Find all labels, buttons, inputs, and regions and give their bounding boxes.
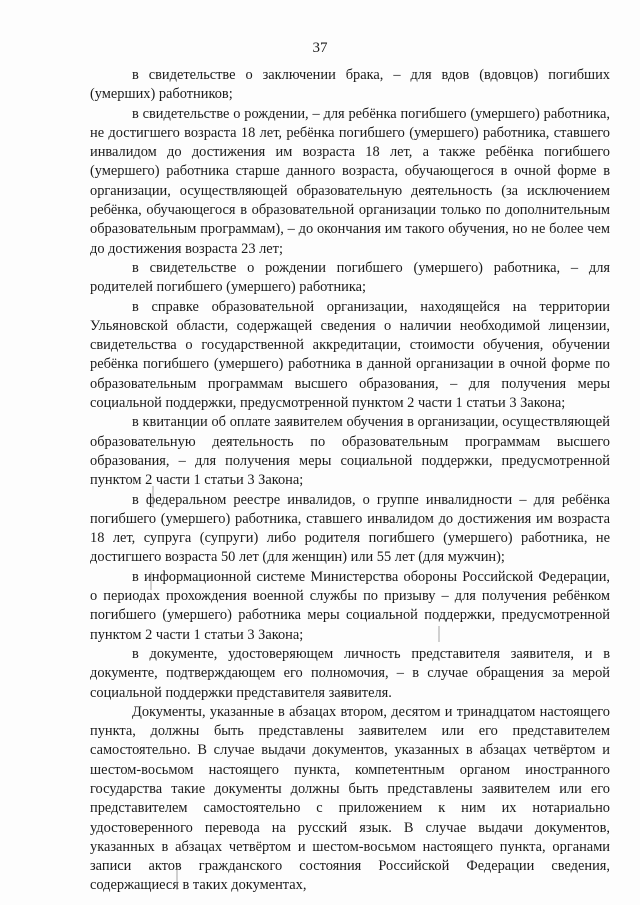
paragraph-birth-certificate-parents: в свидетельстве о рождении погибшего (умершего) работника, – для родителей погибшего (умершего) работника; (90, 259, 610, 296)
paragraph-documents-submission: Документы, указанные в абзацах втором, десятом и тринадцатом настоящего пункта, должны быть представлены заявителем или его представителем самостоятельно. В случае выдачи документов, указанных в абзацах четвёртом и шестом-восьмом настоящего пункта, компетентным органом иностранного государства такие документы должны быть представлены заявителем или его представителем самостоятельно с приложением к ним их нотариально удостоверенного перевода на русский язык. В случае выдачи документов, указанных в абзацах четвёртом и шестом-восьмом настоящего пункта, органами записи актов гражданского состояния Российской Федерации сведения, содержащиеся в таких документах, (90, 703, 610, 894)
scan-artifact (152, 486, 154, 508)
scan-artifact (176, 866, 178, 890)
paragraph-representative-id: в документе, удостоверяющем личность представителя заявителя, и в документе, подтверждающем его полномочия, – в случае обращения за мерой социальной поддержки представителя заявителя. (90, 645, 610, 701)
paragraph-birth-certificate-child: в свидетельстве о рождении, – для ребёнка погибшего (умершего) работника, не достигшего возраста 18 лет, ребёнка погибшего (умершего) работника, ставшего инвалидом до достижения им возраста 18 лет, а также ребёнка погибшего (умершего) работника старше данного возраста, обучающегося в очной форме в организации, осуществляющей образовательную деятельность (за исключением ребёнка, обучающегося в образовательной организации только по дополнительным образовательным программам), – до окончания им такого обучения, но не более чем до достижения возраста 23 лет; (90, 105, 610, 257)
paragraph-military-service: в информационной системе Министерства обороны Российской Федерации, о периодах прохождения военной службы по призыву – для получения ребёнком погибшего (умершего) работника меры социальной поддержки, предусмотренной пунктом 2 части 1 статьи 3 Закона; (90, 568, 610, 643)
paragraph-marriage-certificate: в свидетельстве о заключении брака, – для вдов (вдовцов) погибших (умерших) работников; (90, 67, 610, 103)
document-body (90, 66, 610, 896)
paragraph-education-certificate: в справке образовательной организации, находящейся на территории Ульяновской области, содержащей сведения о наличии необходимой лицензии, свидетельства о государственной аккредитации, стоимости обучения, обучении ребёнка погибшего (умершего) работника в данной организации в очной форме по образовательным программам высшего образования, – для получения меры социальной поддержки, предусмотренной пунктом 2 части 1 статьи 3 Закона; (90, 298, 610, 412)
scan-artifact (438, 626, 440, 642)
page-number: 37 (312, 40, 328, 56)
paragraph-payment-receipt: в квитанции об оплате заявителем обучения в организации, осуществляющей образовательную деятельность по образовательным программам высшего образования, – для получения меры социальной поддержки, предусмотренной пунктом 2 части 1 статьи 3 Закона; (90, 414, 610, 489)
paragraph-disability-registry: в федеральном реестре инвалидов, о группе инвалидности – для ребёнка погибшего (умершего) работника, ставшего инвалидом до достижения им возраста 18 лет, супруга (супруги) либо родителя погибшего (умершего) работника, не достигшего возраста 50 лет (для женщин) или 55 лет (для мужчин); (90, 491, 610, 566)
scan-artifact (150, 572, 152, 590)
